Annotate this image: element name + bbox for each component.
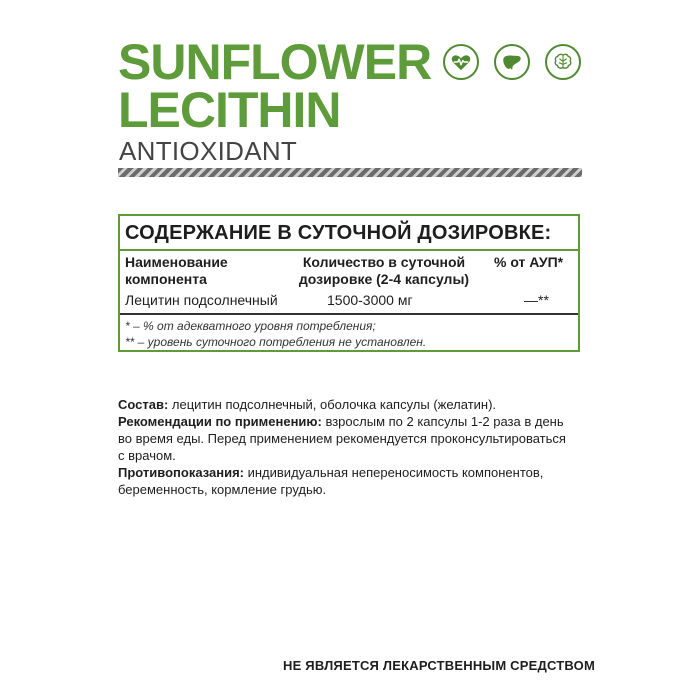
footnote-1: * – % от адекватного уровня потребления;	[125, 319, 376, 333]
contraindications-text-1: индивидуальная непереносимость компонентов,	[244, 465, 544, 480]
contraindications-label: Противопоказания:	[118, 465, 244, 480]
usage-text-1: взрослым по 2 капсулы 1-2 раза в день	[321, 414, 564, 429]
row-amount: 1500-3000 мг	[327, 292, 413, 308]
table-bottom-divider	[120, 313, 578, 315]
dosage-heading: СОДЕРЖАНИЕ В СУТОЧНОЙ ДОЗИРОВКЕ:	[125, 222, 552, 244]
column-header-amount	[278, 254, 490, 288]
decorative-stripe	[118, 168, 582, 177]
column-header-component	[125, 254, 228, 288]
column-header-percent: % от АУП*	[494, 254, 564, 270]
contraindications-paragraph	[118, 464, 588, 498]
liver-icon	[494, 44, 530, 80]
heading-divider	[120, 249, 578, 251]
column-header-component-line1: Наименование	[125, 254, 228, 270]
usage-label: Рекомендации по применению:	[118, 414, 322, 429]
composition-label: Состав:	[118, 397, 169, 412]
product-info	[118, 396, 588, 498]
not-medicine-notice: НЕ ЯВЛЯЕТСЯ ЛЕКАРСТВЕННЫМ СРЕДСТВОМ	[283, 658, 595, 673]
usage-text-2: во время еды. Перед применением рекомендуется проконсультироваться	[118, 431, 566, 446]
heart-pulse-icon	[443, 44, 479, 80]
column-header-amount-line1: Количество в суточной	[302, 254, 466, 270]
row-percent: —**	[524, 292, 549, 308]
row-component-name: Лецитин подсолнечный	[125, 292, 278, 308]
product-title-line1: SUNFLOWER	[118, 34, 432, 90]
contraindications-text-2: беременность, кормление грудью.	[118, 482, 327, 497]
composition-paragraph	[118, 396, 588, 413]
dosage-panel	[118, 214, 580, 352]
column-header-component-line2: компонента	[125, 271, 207, 287]
brain-icon	[545, 44, 581, 80]
usage-paragraph	[118, 413, 588, 464]
footnote-2: ** – уровень суточного потребления не установлен.	[125, 335, 427, 349]
product-title-line2: LECITHIN	[118, 82, 341, 138]
usage-text-3: с врачом.	[118, 448, 176, 463]
column-header-amount-line2: дозировке (2-4 капсулы)	[298, 271, 470, 287]
product-subtitle: ANTIOXIDANT	[119, 136, 298, 166]
composition-text: лецитин подсолнечный, оболочка капсулы (желатин).	[168, 397, 497, 412]
product-title	[118, 34, 432, 138]
